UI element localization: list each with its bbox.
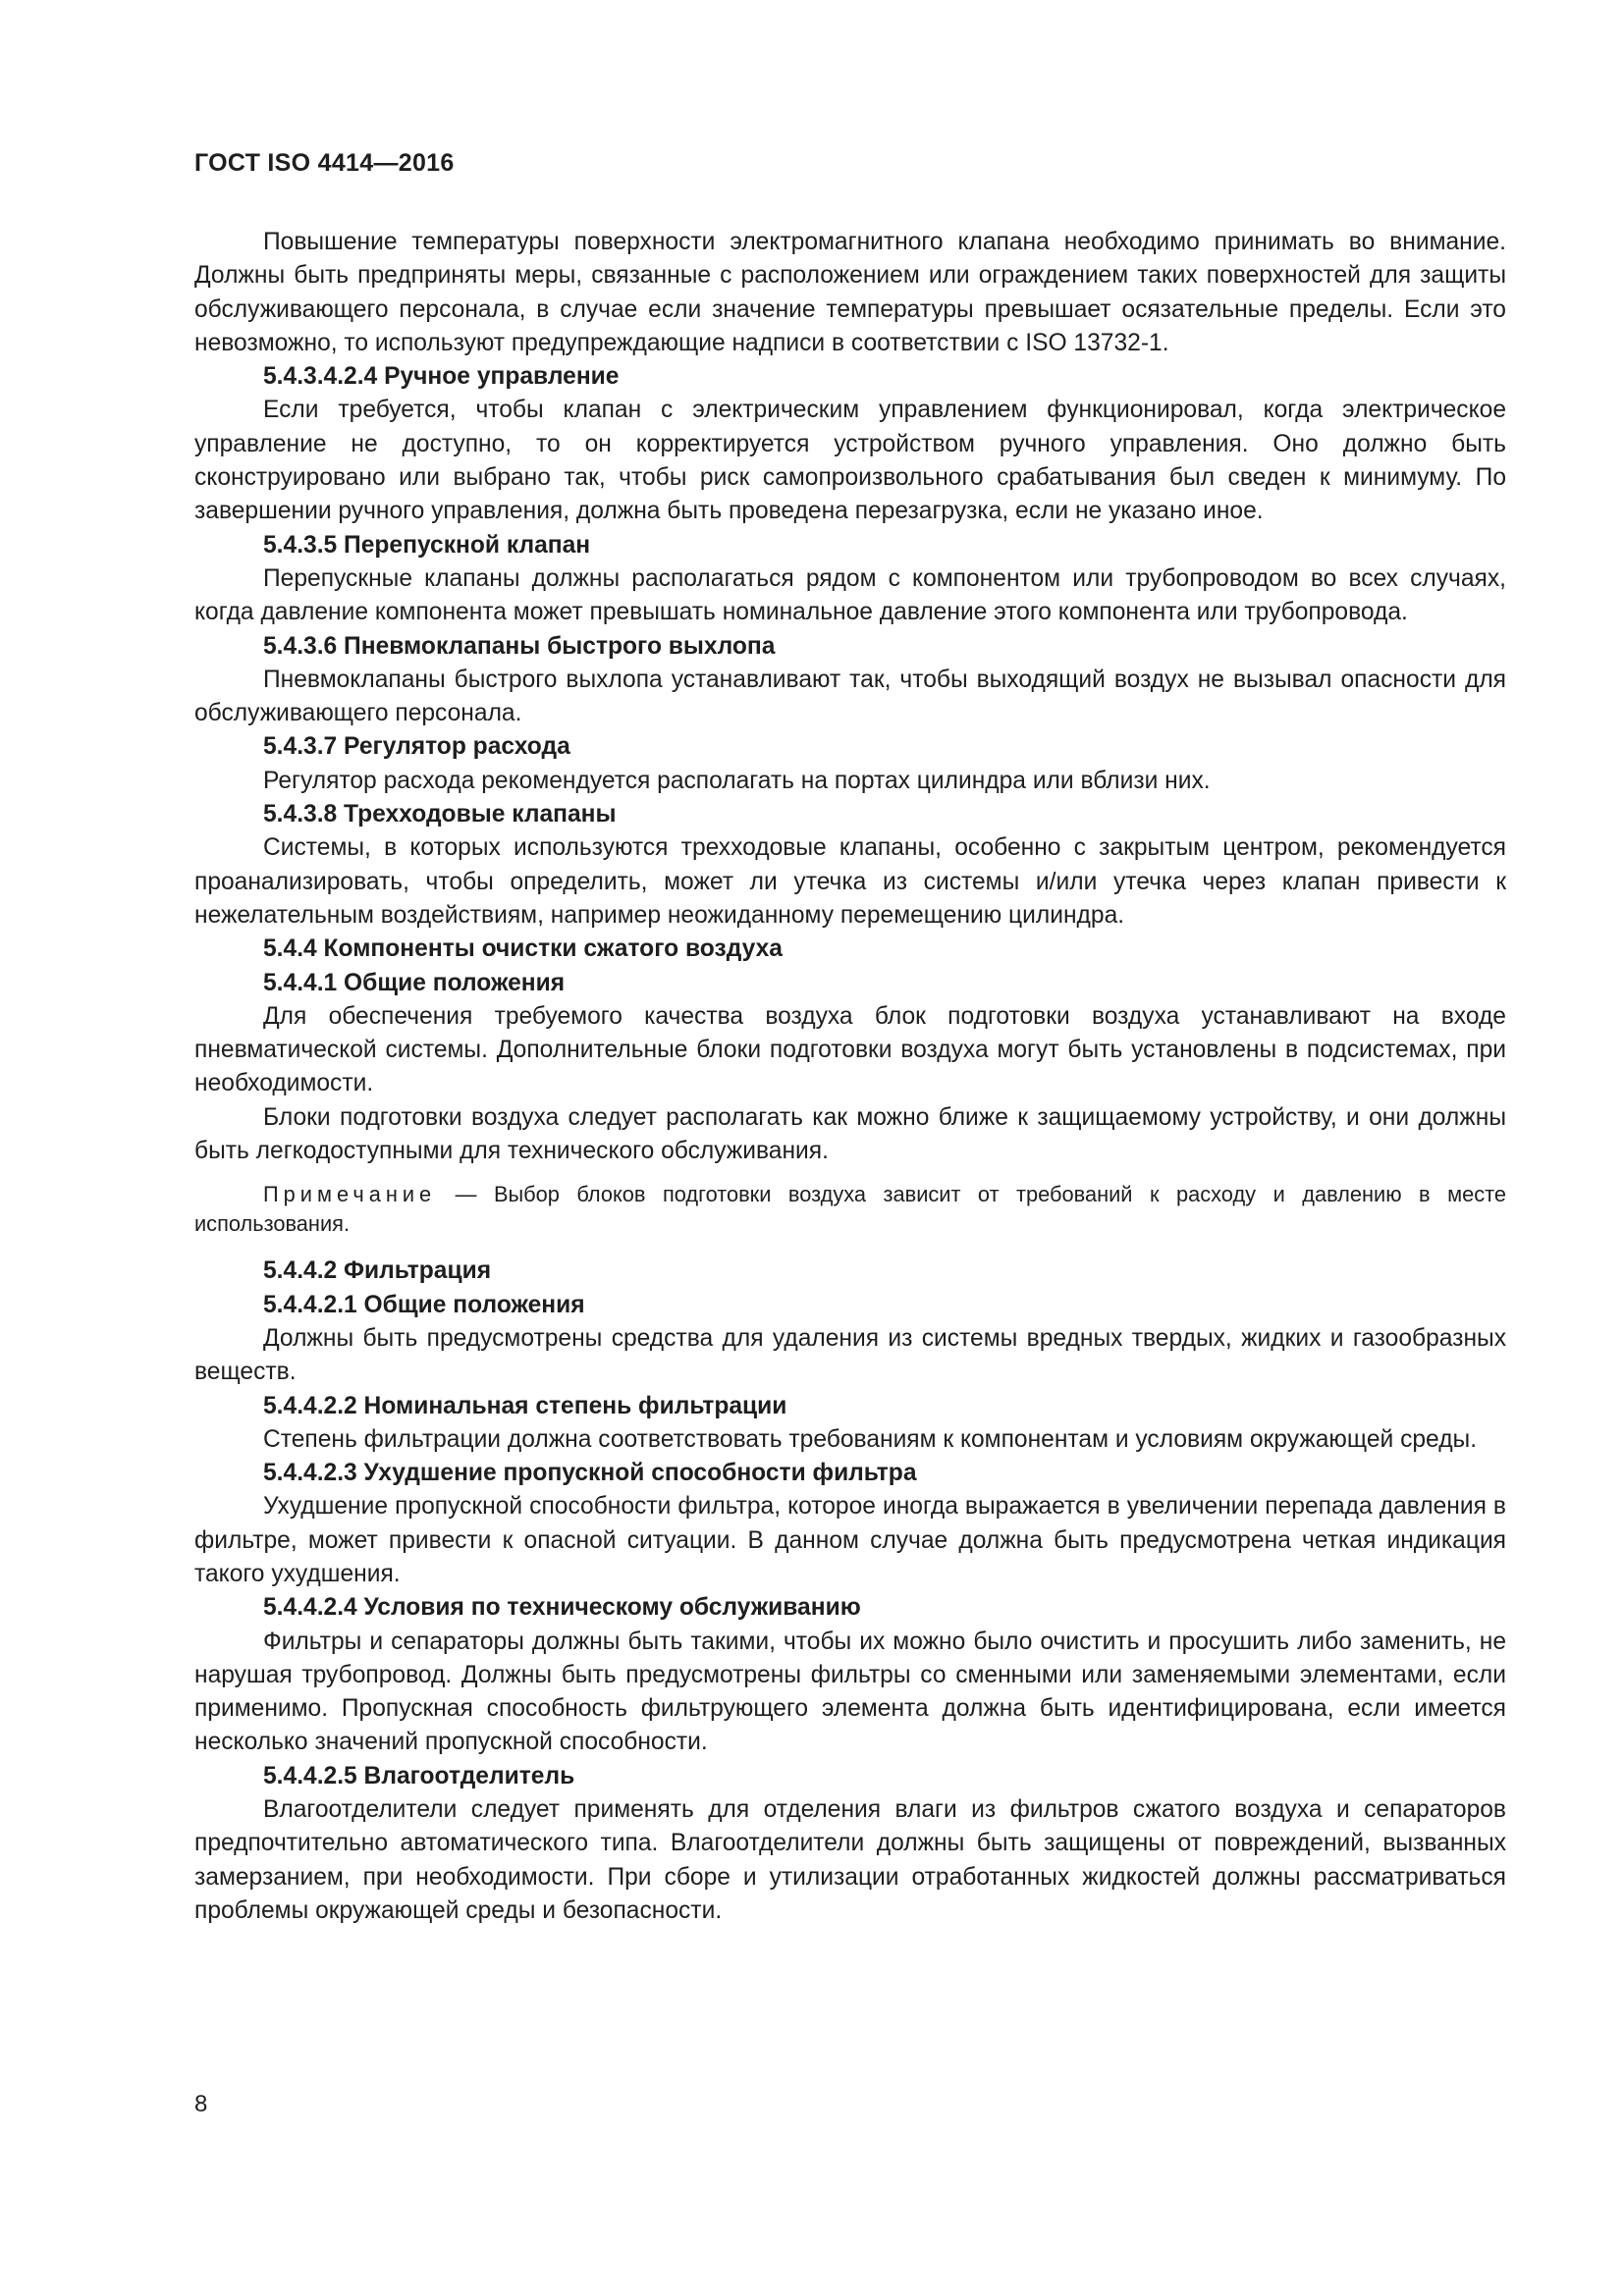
paragraph: Блоки подготовки воздуха следует располагать как можно ближе к защищаемому устройству, и они должны быть легкодоступными для технического обслуживания.: [194, 1103, 1506, 1165]
paragraph: Ухудшение пропускной способности фильтра, которое иногда выражается в увеличении перепада давления в фильтре, может привести к опасной ситуации. В данном случае должна быть предусмотрена четкая индикация такого ухудшения.: [194, 1493, 1506, 1587]
section-heading: 5.4.4.2 Фильтрация: [263, 1257, 492, 1285]
section-heading: 5.4.4.2.2 Номинальная степень фильтрации: [263, 1392, 787, 1419]
paragraph: Степень фильтрации должна соответствовать требованиям к компонентам и условиям окружающей среды.: [263, 1425, 1478, 1453]
paragraph: Системы, в которых используются трехходовые клапаны, особенно с закрытым центром, рекомендуется проанализировать, чтобы определить, может ли утечка из системы и/или утечка через клапан привести к нежелательным воздействиям, например неожиданному перемещению цилиндра.: [194, 834, 1506, 929]
paragraph: Регулятор расхода рекомендуется располагать на портах цилиндра или вблизи них.: [263, 767, 1211, 794]
section-heading: 5.4.4.2.4 Условия по техническому обслуживанию: [263, 1594, 861, 1622]
paragraph: Перепускные клапаны должны располагаться рядом с компонентом или трубопроводом во всех случаях, когда давление компонента может превышать номинальное давление этого компонента или трубопровода.: [194, 564, 1506, 626]
section-heading: 5.4.4.2.1 Общие положения: [263, 1291, 585, 1318]
section-heading: 5.4.4.2.3 Ухудшение пропускной способности фильтра: [263, 1460, 917, 1487]
section-heading: 5.4.3.4.2.4 Ручное управление: [263, 363, 620, 391]
paragraph: Повышение температуры поверхности электромагнитного клапана необходимо принимать во внимание. Должны быть предприняты меры, связанные с расположением или ограждением таких поверхностей для защиты обслуживающего персонала, в случае если значение температуры превышает осязательные пределы. Если это невозможно, то используют предупреждающие надписи в соответствии с ISO 13732-1.: [194, 229, 1506, 356]
document-body: [194, 226, 1506, 1928]
section-heading: 5.4.4.1 Общие положения: [263, 969, 566, 996]
paragraph: Должны быть предусмотрены средства для удаления из системы вредных твердых, жидких и газообразных веществ.: [194, 1324, 1506, 1386]
section-heading: 5.4.4.2.5 Влагоотделитель: [263, 1762, 575, 1789]
paragraph: Фильтры и сепараторы должны быть такими, чтобы их можно было очистить и просушить либо заменить, не нарушая трубопровод. Должны быть предусмотрены фильтры со сменными или заменяемыми элементами, если применимо. Пропускная способность фильтрующего элемента должна быть идентифицирована, если имеется несколько значений пропускной способности.: [194, 1628, 1506, 1756]
section-heading: 5.4.3.8 Трехходовые клапаны: [263, 801, 617, 828]
note-text: — Выбор блоков подготовки воздуха зависит от требований к расходу и давлению в месте использования.: [194, 1182, 1506, 1237]
paragraph: Пневмоклапаны быстрого выхлопа устанавливают так, чтобы выходящий воздух не вызывал опасности для обслуживающего персонала.: [194, 666, 1506, 727]
document-header: ГОСТ ISO 4414—2016: [194, 149, 455, 177]
note-label: Примечание: [263, 1182, 437, 1207]
page-number: 8: [194, 2091, 208, 2117]
note: [194, 1180, 1506, 1239]
paragraph: Если требуется, чтобы клапан с электрическим управлением функционировал, когда электрическое управление не доступно, то он корректируется устройством ручного управления. Оно должно быть сконструировано или выбрано так, чтобы риск самопроизвольного срабатывания был сведен к минимуму. По завершении ручного управления, должна быть проведена перезагрузка, если не указано иное.: [194, 397, 1506, 525]
section-heading: 5.4.3.7 Регулятор расхода: [263, 733, 570, 761]
section-heading: 5.4.3.6 Пневмоклапаны быстрого выхлопа: [263, 632, 776, 660]
section-heading: 5.4.3.5 Перепускной клапан: [263, 531, 591, 559]
paragraph: Для обеспечения требуемого качества воздуха блок подготовки воздуха устанавливают на входе пневматической системы. Дополнительные блоки подготовки воздуха могут быть установлены в подсистемах, при необходимости.: [194, 1002, 1506, 1097]
paragraph: Влагоотделители следует применять для отделения влаги из фильтров сжатого воздуха и сепараторов предпочтительно автоматического типа. Влагоотделители должны быть защищены от повреждений, вызванных замерзанием, при необходимости. При сборе и утилизации отработанных жидкостей должны рассматриваться проблемы окружающей среды и безопасности.: [194, 1796, 1506, 1924]
section-heading: 5.4.4 Компоненты очистки сжатого воздуха: [263, 935, 783, 963]
